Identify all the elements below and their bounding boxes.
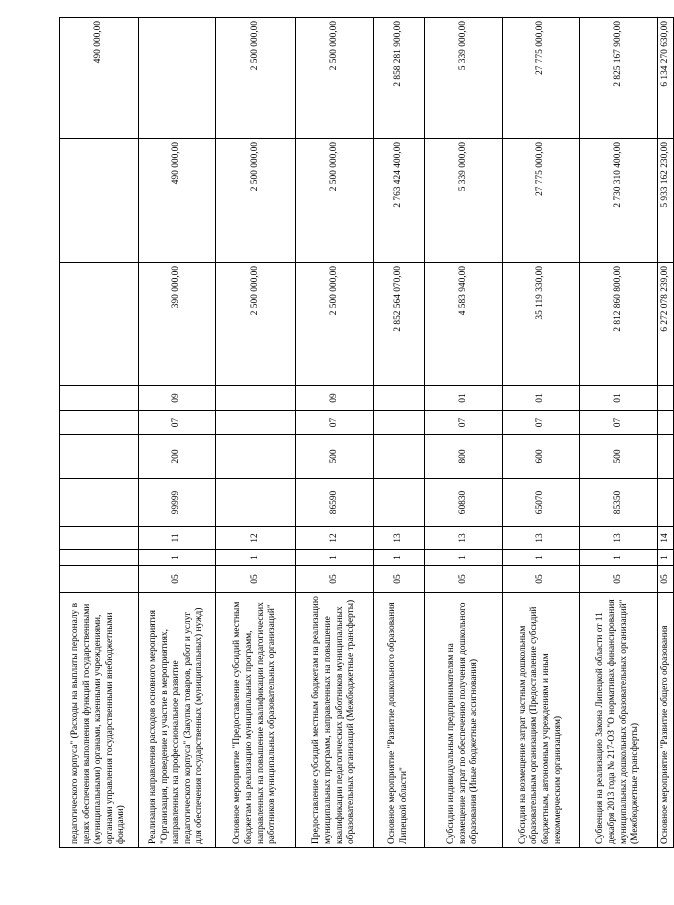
program-code-cell: 05 — [503, 566, 580, 593]
row-name-cell: Основное мероприятие "Развитие общего образования — [658, 593, 674, 848]
subsection-cell — [216, 386, 296, 411]
subprogram-code-cell: 1 — [658, 550, 674, 566]
section-cell: 07 — [296, 411, 374, 435]
program-code-cell: 05 — [139, 566, 216, 593]
table-row — [374, 18, 425, 848]
amount-year3-cell: 2 500 000,00 — [296, 18, 374, 139]
amount-year2-cell: 5 339 000,00 — [425, 139, 503, 263]
table-row — [296, 18, 374, 848]
table-row — [139, 18, 216, 848]
amount-year1-cell — [60, 263, 139, 386]
direction-code-cell: 60830 — [425, 479, 503, 527]
expense-type-cell — [374, 435, 425, 479]
row-name-cell: Субвенция на реализацию Закона Липецкой области от 11 декабря 2013 года № 217-ОЗ "О нормативах финансирования муниципальных дошкольных образовательных организаций" (Межбюджетные трансферты) — [580, 593, 658, 848]
event-code-cell — [60, 527, 139, 550]
amount-year1-cell: 390 000,00 — [139, 263, 216, 386]
expense-type-cell: 500 — [580, 435, 658, 479]
budget-table-page — [59, 18, 670, 848]
amount-year1-cell: 2 852 564 070,00 — [374, 263, 425, 386]
program-code-cell: 05 — [658, 566, 674, 593]
subsection-cell — [374, 386, 425, 411]
direction-code-cell: 65070 — [503, 479, 580, 527]
expense-type-cell — [658, 435, 674, 479]
amount-year3-cell: 2 825 167 900,00 — [580, 18, 658, 139]
amount-year2-cell: 27 775 000,00 — [503, 139, 580, 263]
amount-year3-cell: 5 339 000,00 — [425, 18, 503, 139]
amount-year1-cell: 6 272 078 239,00 — [658, 263, 674, 386]
table-row — [503, 18, 580, 848]
program-code-cell — [60, 566, 139, 593]
subprogram-code-cell: 1 — [425, 550, 503, 566]
program-code-cell: 05 — [216, 566, 296, 593]
row-name-cell: педагогического корпуса" (Расходы на выплаты персоналу в целях обеспечения выполнения функций государственными (муниципальными) органами, казенными учреждениями, органами управления государственными внебюджетными фондами) — [60, 593, 139, 848]
subprogram-code-cell: 1 — [296, 550, 374, 566]
amount-year2-cell: 2 763 424 400,00 — [374, 139, 425, 263]
event-code-cell: 14 — [658, 527, 674, 550]
subsection-cell: 01 — [580, 386, 658, 411]
expense-type-cell — [216, 435, 296, 479]
subsection-cell: 01 — [425, 386, 503, 411]
section-cell — [216, 411, 296, 435]
amount-year2-cell: 2 500 000,00 — [216, 139, 296, 263]
subsection-cell: 01 — [503, 386, 580, 411]
table-row — [60, 18, 139, 848]
program-code-cell: 05 — [374, 566, 425, 593]
amount-year3-cell — [139, 18, 216, 139]
direction-code-cell — [60, 479, 139, 527]
section-cell — [374, 411, 425, 435]
program-code-cell: 05 — [580, 566, 658, 593]
amount-year1-cell: 2 500 000,00 — [216, 263, 296, 386]
table-row — [580, 18, 658, 848]
expense-type-cell — [60, 435, 139, 479]
program-code-cell: 05 — [425, 566, 503, 593]
amount-year2-cell — [60, 139, 139, 263]
section-cell: 07 — [503, 411, 580, 435]
subprogram-code-cell: 1 — [216, 550, 296, 566]
section-cell — [60, 411, 139, 435]
subprogram-code-cell: 1 — [503, 550, 580, 566]
event-code-cell: 11 — [139, 527, 216, 550]
event-code-cell: 13 — [503, 527, 580, 550]
amount-year3-cell: 490 000,00 — [60, 18, 139, 139]
expense-type-cell: 600 — [503, 435, 580, 479]
amount-year1-cell: 2 812 860 800,00 — [580, 263, 658, 386]
direction-code-cell — [374, 479, 425, 527]
table-body — [60, 18, 674, 848]
event-code-cell: 13 — [580, 527, 658, 550]
section-cell: 07 — [139, 411, 216, 435]
amount-year1-cell: 4 583 940,00 — [425, 263, 503, 386]
event-code-cell: 13 — [425, 527, 503, 550]
row-name-cell: Субсидия на возмещение затрат частным дошкольным образовательным организациям (Предоставление субсидий бюджетным, автономным учреждениям и иным некоммерческим организациям) — [503, 593, 580, 848]
subprogram-code-cell: 1 — [580, 550, 658, 566]
direction-code-cell: 99999 — [139, 479, 216, 527]
table-row — [216, 18, 296, 848]
expense-type-cell: 500 — [296, 435, 374, 479]
program-code-cell: 05 — [296, 566, 374, 593]
amount-year1-cell: 2 500 000,00 — [296, 263, 374, 386]
section-cell: 07 — [580, 411, 658, 435]
amount-year1-cell: 35 119 330,00 — [503, 263, 580, 386]
amount-year2-cell: 5 933 162 230,00 — [658, 139, 674, 263]
subprogram-code-cell — [60, 550, 139, 566]
amount-year3-cell: 27 775 000,00 — [503, 18, 580, 139]
row-name-cell: Основное мероприятие "Развитие дошкольного образования Липецкой области" — [374, 593, 425, 848]
direction-code-cell — [658, 479, 674, 527]
amount-year3-cell: 2 858 281 900,00 — [374, 18, 425, 139]
expense-type-cell: 200 — [139, 435, 216, 479]
row-name-cell: Субсидии индивидуальным предпринимателям на возмещение затрат по обеспечению получения дошкольного образования (Иные бюджетные ассигнования) — [425, 593, 503, 848]
subsection-cell — [60, 386, 139, 411]
event-code-cell: 12 — [216, 527, 296, 550]
direction-code-cell: 85350 — [580, 479, 658, 527]
row-name-cell: Предоставление субсидий местным бюджетам на реализацию муниципальных программ, направленных на повышение квалификации педагогических работников муниципальных образовательных организаций (Межбюджетные трансферты) — [296, 593, 374, 848]
subprogram-code-cell: 1 — [374, 550, 425, 566]
table-row — [658, 18, 674, 848]
subprogram-code-cell: 1 — [139, 550, 216, 566]
direction-code-cell: 86590 — [296, 479, 374, 527]
amount-year2-cell: 2 730 310 400,00 — [580, 139, 658, 263]
event-code-cell: 12 — [296, 527, 374, 550]
row-name-cell: Реализация направления расходов основного мероприятия "Организация, проведение и участие в мероприятиях, направленных на профессиональное развитие педагогического корпуса" (Закупка товаров, работ и услуг для обеспечения государственных (муниципальных) нужд) — [139, 593, 216, 848]
subsection-cell — [658, 386, 674, 411]
direction-code-cell — [216, 479, 296, 527]
table-row — [425, 18, 503, 848]
expense-type-cell: 800 — [425, 435, 503, 479]
event-code-cell: 13 — [374, 527, 425, 550]
amount-year3-cell: 6 134 270 630,00 — [658, 18, 674, 139]
section-cell — [658, 411, 674, 435]
amount-year3-cell: 2 500 000,00 — [216, 18, 296, 139]
amount-year2-cell: 2 500 000,00 — [296, 139, 374, 263]
budget-table — [59, 17, 674, 848]
amount-year2-cell: 490 000,00 — [139, 139, 216, 263]
section-cell: 07 — [425, 411, 503, 435]
row-name-cell: Основное мероприятие "Предоставление субсидий местным бюджетам на реализацию муниципальных программ, направленных на повышение квалификации педагогических работников муниципальных образовательных организаций" — [216, 593, 296, 848]
subsection-cell: 09 — [139, 386, 216, 411]
subsection-cell: 09 — [296, 386, 374, 411]
